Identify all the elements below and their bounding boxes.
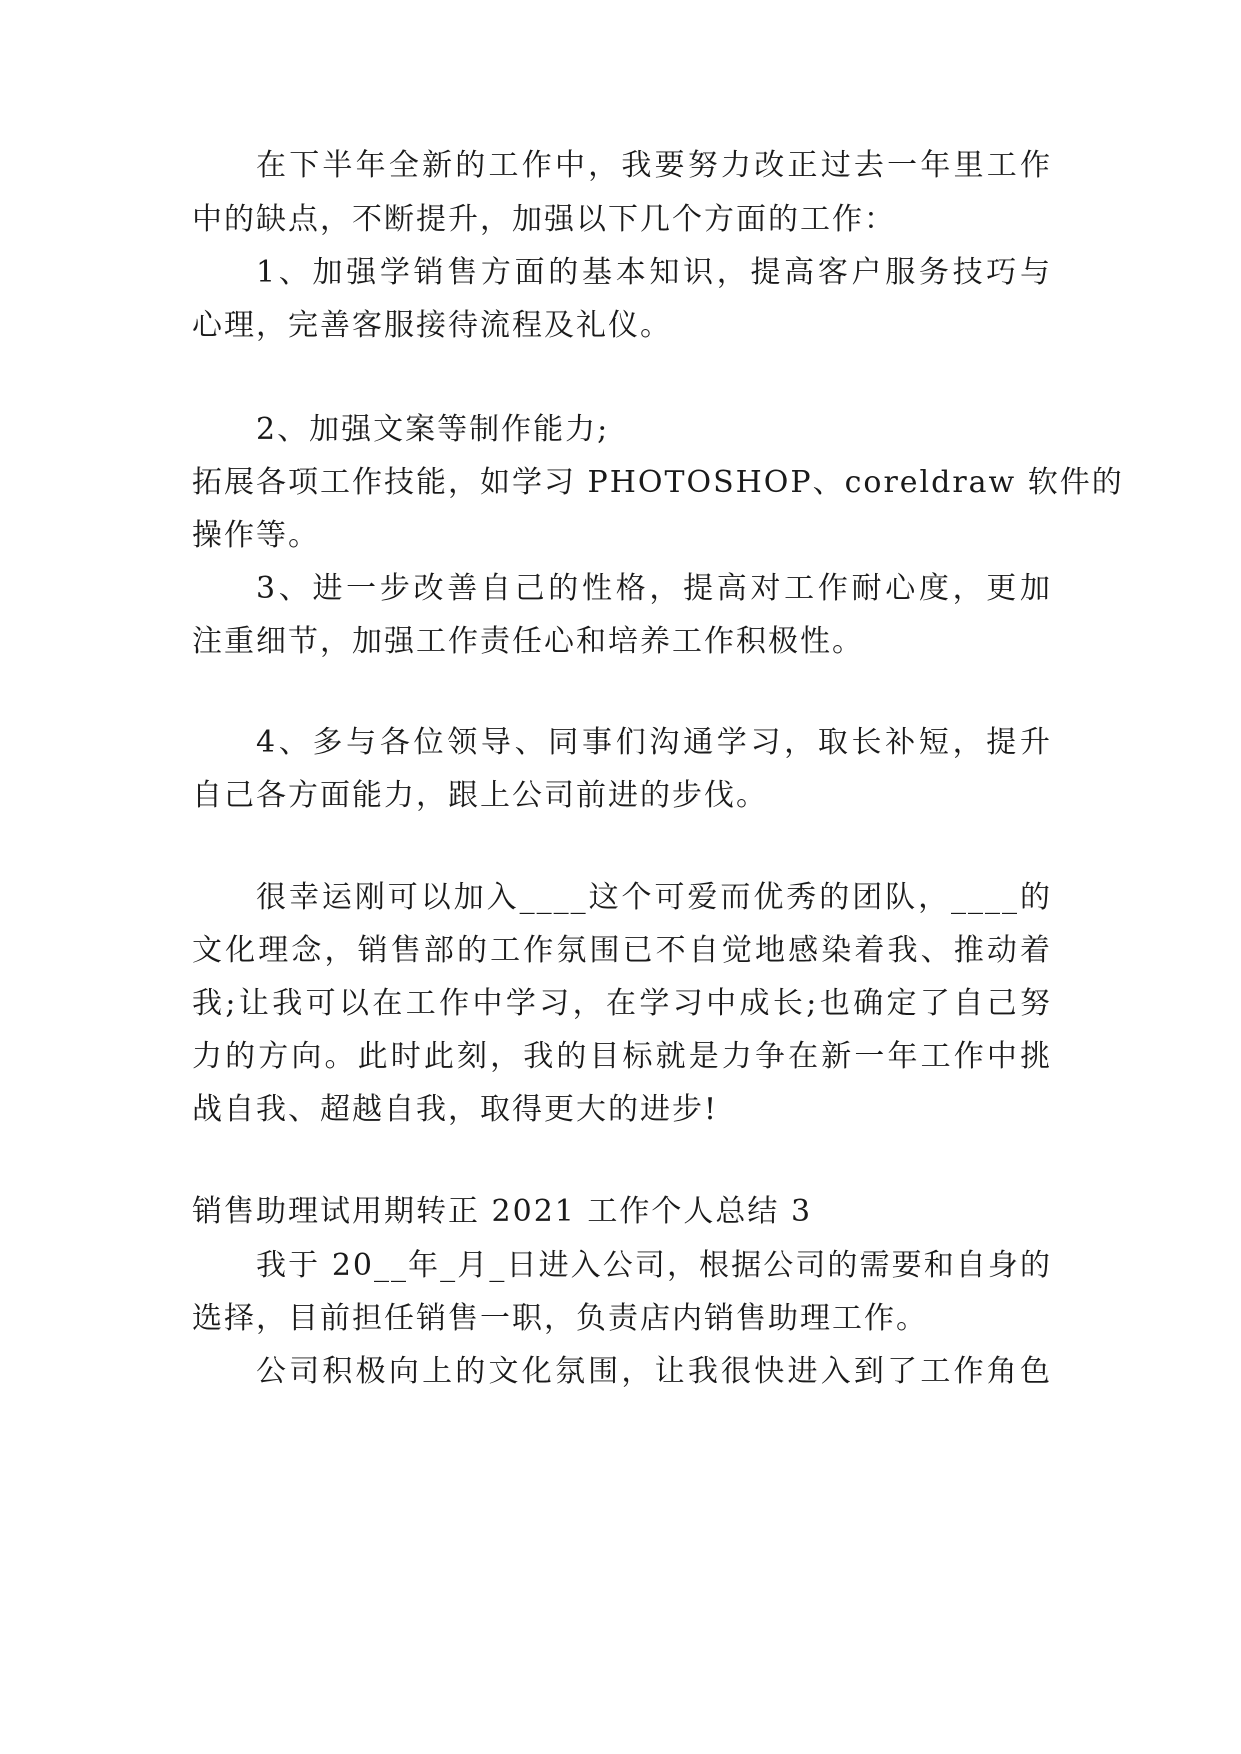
list-item-3-line-2: 注重细节，加强工作责任心和培养工作积极性。 (192, 624, 864, 659)
paragraph-intro-line-2: 中的缺点，不断提升，加强以下几个方面的工作： (192, 202, 896, 237)
list-item-2-line-1: 2、加强文案等制作能力; (256, 412, 610, 447)
paragraph-closing-line-3: 我;让我可以在工作中学习，在学习中成长;也确定了自己努 (192, 986, 1052, 1021)
list-item-3-line-1: 3、进一步改善自己的性格，提高对工作耐心度，更加 (256, 571, 1052, 606)
list-item-1-line-2: 心理，完善客服接待流程及礼仪。 (192, 308, 672, 343)
paragraph-closing-line-5: 战自我、超越自我，取得更大的进步! (192, 1092, 719, 1127)
section-paragraph-1-line-1: 我于 20__年_月_日进入公司，根据公司的需要和自身的 (256, 1248, 1052, 1283)
section-paragraph-2-line-1: 公司积极向上的文化氛围，让我很快进入到了工作角色 (256, 1354, 1052, 1389)
list-item-2-line-2: 拓展各项工作技能，如学习 PHOTOSHOP、coreldraw 软件的 (192, 465, 1124, 500)
paragraph-intro-line-1: 在下半年全新的工作中，我要努力改正过去一年里工作 (256, 148, 1052, 183)
list-item-1-line-1: 1、加强学销售方面的基本知识，提高客户服务技巧与 (256, 255, 1052, 290)
paragraph-closing-line-2: 文化理念，销售部的工作氛围已不自觉地感染着我、推动着 (192, 933, 1052, 968)
list-item-4-line-2: 自己各方面能力，跟上公司前进的步伐。 (192, 778, 768, 813)
paragraph-closing-line-1: 很幸运刚可以加入____这个可爱而优秀的团队，____的 (256, 880, 1052, 915)
section-title: 销售助理试用期转正 2021 工作个人总结 3 (192, 1194, 813, 1229)
list-item-4-line-1: 4、多与各位领导、同事们沟通学习，取长补短，提升 (256, 725, 1052, 760)
section-paragraph-1-line-2: 选择，目前担任销售一职，负责店内销售助理工作。 (192, 1301, 928, 1336)
list-item-2-line-3: 操作等。 (192, 518, 320, 553)
paragraph-closing-line-4: 力的方向。此时此刻，我的目标就是力争在新一年工作中挑 (192, 1039, 1052, 1074)
